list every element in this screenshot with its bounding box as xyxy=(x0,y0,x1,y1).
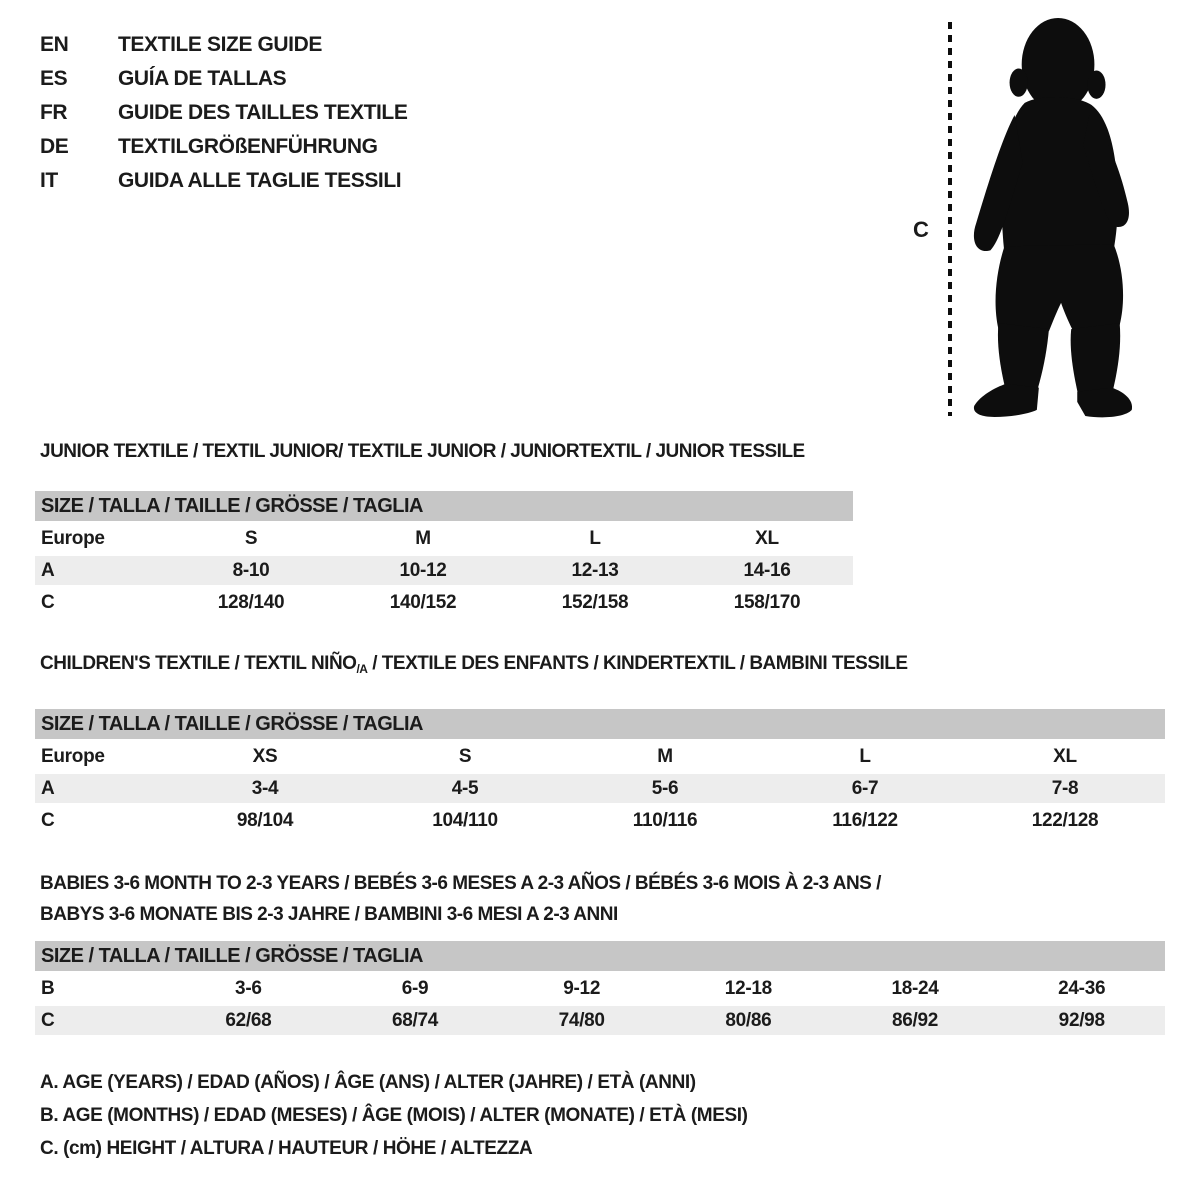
language-code: ES xyxy=(40,67,68,90)
footnote-line: A. AGE (YEARS) / EDAD (AÑOS) / ÂGE (ANS) / ALTER (JAHRE) / ETÀ (ANNI) xyxy=(40,1072,696,1093)
footnotes xyxy=(40,1066,748,1165)
table-cell: 152/158 xyxy=(561,591,629,613)
table-title xyxy=(40,868,1165,930)
table-cell: 104/110 xyxy=(432,809,498,831)
table-row xyxy=(35,524,853,553)
size-table-section xyxy=(35,868,1165,1035)
language-title-list xyxy=(40,28,407,198)
table-row xyxy=(35,556,853,585)
table-cell: XS xyxy=(252,745,278,767)
toddler-silhouette-icon xyxy=(964,16,1142,420)
size-table xyxy=(35,941,1165,1035)
table-rows xyxy=(35,974,1165,1035)
table-row xyxy=(35,1006,1165,1035)
table-cell: 24-36 xyxy=(1058,977,1106,999)
table-title-line: BABYS 3-6 MONATE BIS 2-3 JAHRE / BAMBINI 3-6 MESI A 2-3 ANNI xyxy=(40,904,618,925)
height-measure-dashed-line xyxy=(948,22,952,416)
table-cell: 3-4 xyxy=(251,777,279,799)
row-label: A xyxy=(41,559,55,581)
table-row xyxy=(35,806,1165,835)
table-cell: M xyxy=(415,527,431,549)
table-cell: 62/68 xyxy=(225,1009,272,1031)
table-cell: S xyxy=(244,527,258,549)
table-cell: 5-6 xyxy=(651,777,679,799)
size-table-section xyxy=(35,648,1165,835)
row-label: Europe xyxy=(41,527,105,549)
table-title xyxy=(40,436,1165,467)
table-row xyxy=(35,742,1165,771)
table-cell: 7-8 xyxy=(1051,777,1079,799)
row-label: C xyxy=(41,591,55,613)
table-cell: 68/74 xyxy=(391,1009,439,1031)
guide-title: TEXTILE SIZE GUIDE xyxy=(118,33,322,56)
table-cell: 14-16 xyxy=(743,559,791,581)
table-cell: 92/98 xyxy=(1058,1009,1105,1031)
table-cell: 74/80 xyxy=(558,1009,605,1031)
table-cell: L xyxy=(589,527,601,549)
table-rows xyxy=(35,742,1165,835)
language-code: EN xyxy=(40,33,69,56)
table-size-header: SIZE / TALLA / TAILLE / GRÖSSE / TAGLIA xyxy=(35,941,1165,971)
language-code: DE xyxy=(40,135,69,158)
table-cell: XL xyxy=(1053,745,1077,767)
guide-title: GUÍA DE TALLAS xyxy=(118,67,287,90)
table-cell: 3-6 xyxy=(235,977,262,999)
language-row xyxy=(40,130,407,164)
guide-title: GUIDE DES TAILLES TEXTILE xyxy=(118,101,408,124)
table-cell: 12-18 xyxy=(724,977,772,999)
row-label: A xyxy=(41,777,55,799)
footnote-line: C. (cm) HEIGHT / ALTURA / HAUTEUR / HÖHE / ALTEZZA xyxy=(40,1138,533,1159)
table-title-line: JUNIOR TEXTILE / TEXTIL JUNIOR/ TEXTILE JUNIOR / JUNIORTEXTIL / JUNIOR TESSILE xyxy=(40,441,805,462)
guide-title: TEXTILGRÖßENFÜHRUNG xyxy=(118,135,378,158)
guide-title: GUIDA ALLE TAGLIE TESSILI xyxy=(118,169,402,192)
table-size-header: SIZE / TALLA / TAILLE / GRÖSSE / TAGLIA xyxy=(35,491,853,521)
table-cell: 98/104 xyxy=(236,809,294,831)
size-table xyxy=(35,491,853,617)
table-cell: 18-24 xyxy=(891,977,939,999)
table-cell: 140/152 xyxy=(389,591,457,613)
size-tables xyxy=(35,436,1165,1038)
row-label: C xyxy=(41,809,55,831)
table-cell: 158/170 xyxy=(733,591,801,613)
language-code: IT xyxy=(40,169,58,192)
row-label: C xyxy=(41,1009,55,1031)
table-cell: S xyxy=(458,745,472,767)
table-row xyxy=(35,588,853,617)
table-cell: L xyxy=(859,745,871,767)
table-row xyxy=(35,774,1165,803)
table-cell: 6-9 xyxy=(401,977,429,999)
row-label: B xyxy=(41,977,55,999)
table-cell: 6-7 xyxy=(851,777,879,799)
size-table-section xyxy=(35,436,1165,617)
table-cell: 12-13 xyxy=(571,559,619,581)
table-cell: 110/116 xyxy=(632,809,698,831)
language-row xyxy=(40,62,407,96)
table-row xyxy=(35,974,1165,1003)
table-cell: 86/92 xyxy=(892,1009,939,1031)
table-rows xyxy=(35,524,853,617)
table-cell: 4-5 xyxy=(451,777,479,799)
table-cell: 128/140 xyxy=(217,591,285,613)
language-row xyxy=(40,28,407,62)
footnote-line: B. AGE (MONTHS) / EDAD (MESES) / ÂGE (MOIS) / ALTER (MONATE) / ETÀ (MESI) xyxy=(40,1105,748,1126)
language-row xyxy=(40,164,407,198)
language-code: FR xyxy=(40,101,68,124)
table-title xyxy=(40,648,1165,685)
table-cell: 8-10 xyxy=(232,559,270,581)
table-cell: M xyxy=(657,745,673,767)
table-title-line: CHILDREN'S TEXTILE / TEXTIL $NIÑO_{/A}$ / TEXTILE DES ENFANTS / KINDERTEXTIL / BAMBINI TESSILE xyxy=(40,653,908,676)
height-measure-label: C xyxy=(913,217,929,242)
table-cell: 122/128 xyxy=(1031,809,1099,831)
language-row xyxy=(40,96,407,130)
table-cell: 10-12 xyxy=(399,559,447,581)
table-size-header: SIZE / TALLA / TAILLE / GRÖSSE / TAGLIA xyxy=(35,709,1165,739)
table-cell: 116/122 xyxy=(832,809,898,831)
size-table xyxy=(35,709,1165,835)
table-cell: XL xyxy=(755,527,779,549)
row-label: Europe xyxy=(41,745,105,767)
table-cell: 80/86 xyxy=(725,1009,772,1031)
table-cell: 9-12 xyxy=(563,977,601,999)
table-title-line: BABIES 3-6 MONTH TO 2-3 YEARS / BEBÉS 3-6 MESES A 2-3 AÑOS / BÉBÉS 3-6 MOIS À 2-3 ANS / xyxy=(40,873,881,894)
